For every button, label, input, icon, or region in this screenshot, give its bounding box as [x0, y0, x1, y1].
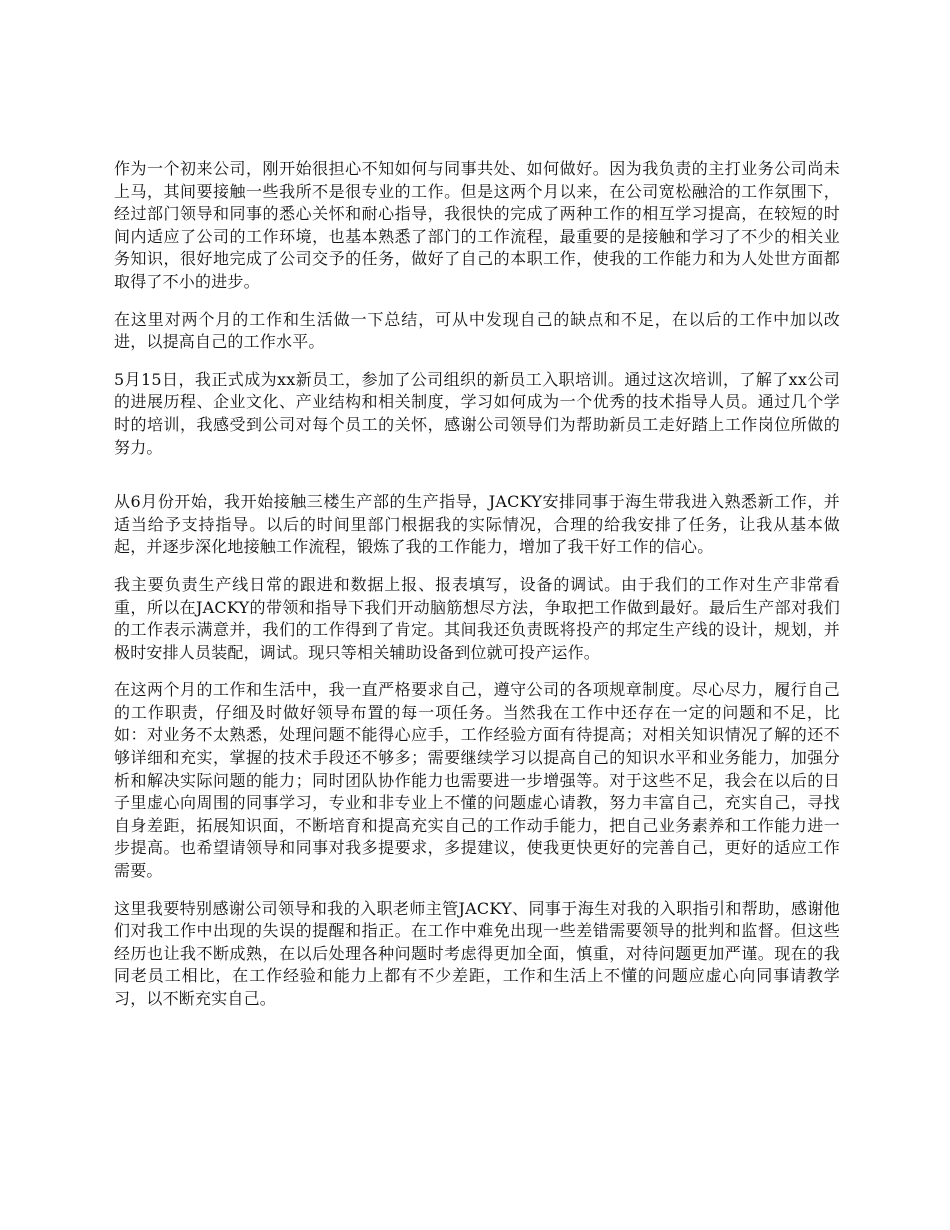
- paragraph-thanks: 这里我要特别感谢公司领导和我的入职老师主管JACKY、同事于海生对我的入职指引和帮助，感谢他们对我工作中出现的失误的提醒和指正。在工作中难免出现一些差错需要领导的批判和监督。但这些经历也让我不断成熟，在以后处理各种问题时考虑得更加全面，慎重，对待问题更加严谨。现在的我同老员工相比，在工作经验和能力上都有不少差距，工作和生活上不懂的问题应虚心向同事请教学习，以不断充实自己。: [114, 898, 840, 1008]
- paragraph-intro: 作为一个初来公司，刚开始很担心不知如何与同事共处、如何做好。因为我负责的主打业务公司尚未上马，其间要接触一些我所不是很专业的工作。但是这两个月以来，在公司宽松融洽的工作氛围下，经过部门领导和同事的悉心关怀和耐心指导，我很快的完成了两种工作的相互学习提高，在较短的时间内适应了公司的工作环境，也基本熟悉了部门的工作流程，最重要的是接触和学习了不少的相关业务知识，很好地完成了公司交予的任务，做好了自己的本职工作，使我的工作能力和为人处世方面都取得了不小的进步。: [114, 159, 840, 291]
- paragraph-production-start: 从6月份开始，我开始接触三楼生产部的生产指导，JACKY安排同事于海生带我进入熟悉新工作，并适当给予支持指导。以后的时间里部门根据我的实际情况，合理的给我安排了任务，让我从基本做起，并逐步深化地接触工作流程，锻炼了我的工作能力，增加了我干好工作的信心。: [114, 492, 840, 557]
- paragraph-summary-purpose: 在这里对两个月的工作和生活做一下总结，可从中发现自己的缺点和不足，在以后的工作中加以改进，以提高自己的工作水平。: [114, 309, 840, 352]
- document-body: [114, 158, 840, 1026]
- paragraph-responsibilities: 我主要负责生产线日常的跟进和数据上报、报表填写，设备的调试。由于我们的工作对生产非常看重，所以在JACKY的带领和指导下我们开动脑筋想尽方法，争取把工作做到最好。最后生产部对我们的工作表示满意并，我们的工作得到了肯定。其间我还负责既将投产的邦定生产线的设计，规划，并极时安排人员装配，调试。现只等相关辅助设备到位就可投产运作。: [114, 574, 840, 662]
- paragraph-self-review: 在这两个月的工作和生活中，我一直严格要求自己，遵守公司的各项规章制度。尽心尽力，履行自己的工作职责，仔细及时做好领导布置的每一项任务。当然我在工作中还存在一定的问题和不足，比如：对业务不太熟悉，处理问题不能得心应手，工作经验方面有待提高；对相关知识情况了解的还不够详细和充实，掌握的技术手段还不够多；需要继续学习以提高自己的知识水平和业务能力，加强分析和解决实际问题的能力；同时团队协作能力也需要进一步增强等。对于这些不足，我会在以后的日子里虚心向周围的同事学习，专业和非专业上不懂的问题虚心请教，努力丰富自己，充实自己，寻找自身差距，拓展知识面，不断培育和提高充实自己的工作动手能力，把自己业务素养和工作能力进一步提高。也希望请领导和同事对我多提要求，多提建议，使我更快更好的完善自己，更好的适应工作需要。: [114, 680, 840, 881]
- paragraph-training: 5月15日，我正式成为xx新员工，参加了公司组织的新员工入职培训。通过这次培训，了解了xx公司的进展历程、企业文化、产业结构和相关制度，学习如何成为一个优秀的技术指导人员。通过几个学时的培训，我感受到公司对每个员工的关怀，感谢公司领导们为帮助新员工走好踏上工作岗位所做的努力。: [114, 369, 840, 457]
